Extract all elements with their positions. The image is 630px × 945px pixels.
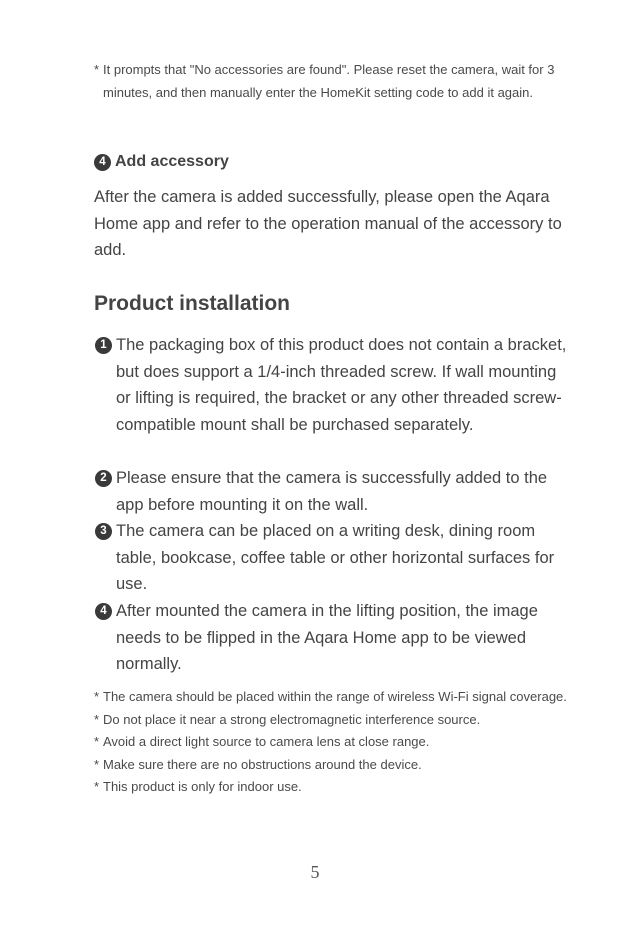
footnote [94,709,570,732]
footnote-marker: * [94,689,100,704]
list-item [94,332,570,438]
footnotes [94,686,570,799]
footnote-marker: * [94,734,100,749]
item-number-badge: 3 [95,523,112,540]
footnote-text: This product is only for indoor use. [103,779,302,794]
note-marker: * [94,62,100,77]
footnote-text: Make sure there are no obstructions around the device. [103,756,422,772]
add-accessory-title: Add accessory [115,153,229,170]
item-number-badge: 4 [95,603,112,620]
item-text: After mounted the camera in the lifting position, the image needs to be flipped in the Aqara Home app to be viewed normally. [116,602,538,674]
footnote [94,686,570,709]
list-item [94,518,570,598]
list-item [94,465,570,518]
list-item [94,598,570,678]
item-text: Please ensure that the camera is successfully added to the app before mounting it on the wall. [116,469,548,514]
footnote [94,776,570,799]
step-number-badge: 4 [94,154,111,171]
footnote-marker: * [94,779,100,794]
footnote-text: Avoid a direct light source to camera lens at close range. [103,734,430,749]
footnote-text: Do not place it near a strong electromagnetic interference source. [103,711,481,727]
section-title: Product installation [94,292,291,315]
note-text: It prompts that "No accessories are found". Please reset the camera, wait for 3 minutes, and then manually enter the HomeKit setting code to add it again. [103,62,555,100]
item-text: The packaging box of this product does not contain a bracket, but does support a 1/4-inch threaded screw. If wall mounting or lifting is required, the bracket or any other threaded screw-compatible mount shall be purchased separately. [116,336,567,434]
add-accessory-heading [94,153,564,171]
footnote-text: The camera should be placed within the range of wireless Wi-Fi signal coverage. [103,689,567,704]
item-number-badge: 1 [95,337,112,354]
footnote [94,731,570,754]
footnote-marker: * [94,756,100,772]
item-text: The camera can be placed on a writing desk, dining room table, bookcase, coffee table or other horizontal surfaces for use. [116,522,555,594]
item-number-badge: 2 [95,470,112,487]
page-number: 5 [310,862,320,882]
reset-note [94,59,570,104]
add-accessory-paragraph: After the camera is added successfully, please open the Aqara Home app and refer to the operation manual of the accessory to add. [94,188,562,259]
footnote [94,754,570,777]
footnote-marker: * [94,711,100,727]
